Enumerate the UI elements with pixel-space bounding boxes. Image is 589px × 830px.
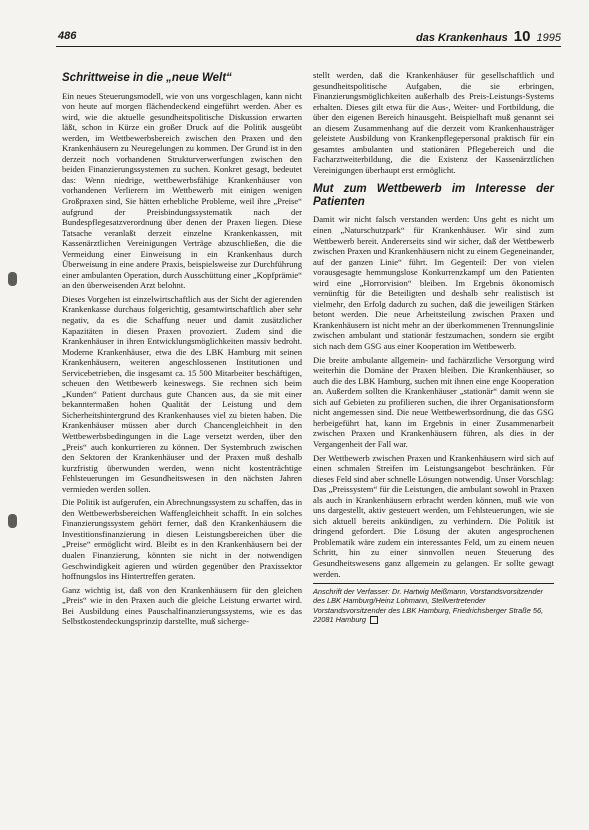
magazine-name: das Krankenhaus — [416, 32, 508, 44]
body-paragraph: Ganz wichtig ist, daß von den Krankenhäusern für den gleichen „Preis“ wie in den Praxen auch die gleiche Leistung erwartet wird. Bei Ausbildung eines Pauschalfinanzierungssystems, wie es das Selbstkostendeckungsprinzip darstellte, muß sicherge- — [62, 584, 302, 627]
end-of-article-mark — [370, 616, 378, 624]
running-header — [416, 28, 561, 45]
header-rule — [56, 46, 561, 47]
right-column — [313, 70, 554, 625]
body-paragraph: Damit wir nicht falsch verstanden werden: Uns geht es nicht um einen „Naturschutzpark“ für Krankenhäuser. Wir sind zum Wettbewerb bereit. Andererseits sind wir sicher, daß der Wettbewerb zwischen Praxen und Krankenhäusern nicht zu einem Gegeneinander, auf der ganzen Linie“ führt. Im Gegenteil: Der von vielen vorausgesagte hemmungslose Konkurrenzkampf um den Patienten wird eine „Horrorvision“ bleiben. Im Ergebnis ökonomisch vernünftig für die Beteiligten und deshalb sehr realistisch ist vielmehr, den Erfolg dadurch zu suchen, daß die jeweiligen Stärken betont werden. Die neue Arbeitsteilung zwischen Praxen und Krankenhäusern ist nicht mehr an der überkommenen Trennungslinie zwischen ambulant und stationär festzumachen, sondern sie ergibt sich nach dem GSG aus einer Kooperation im Wettbewerb. — [313, 214, 554, 352]
page-number: 486 — [58, 30, 77, 42]
issue-number: 10 — [513, 28, 531, 45]
body-paragraph: Die breite ambulante allgemein- und fachärztliche Versorgung wird weiterhin die Domäne der Praxen bleiben. Die Krankenhäuser, so auch die des LBK Hamburg, suchen mit ihnen eine enge Kooperation an. Außerdem sollten die Krankenhäuser „stationär“ damit wenn sie sich auf Gebieten zu profilieren suchen, die ihrer Organisationsform nicht angemessen sind. Die neue Wettbewerbsordnung, die das GSG herbeigeführt hat, kann im Ergebnis in einer Zusammenarbeit zwischen Praxen und Krankenhäusern führen, als dies in der Vergangenheit der Fall war. — [313, 354, 554, 449]
section-heading: Mut zum Wettbewerb im Interesse der Patienten — [313, 183, 554, 208]
body-paragraph: Ein neues Steuerungsmodell, wie von uns vorgeschlagen, kann nicht von heute auf morgen flächendeckend eingeführt werden. Aber es wird, wie die aktuelle gesundheitspolitische Diskussion erwarten läßt, schon in Kürze ein großer Druck auf die Politik ausgeübt werden, im Wettbewerbsbereich zwischen den Praxen und den Krankenhäusern zu Neuregelungen zu kommen. Der Grund ist in den derzeit noch vorhandenen Strukturverwerfungen zwischen den beiden Finanzierungssystemen zu suchen. Konkret gesagt, bedeutet das: Wenn niedrige, wettbewerbsfähige Krankenhäuser von vorhandenen Verlierern im Wettbewerb mit einigen wenigen Großpraxen sind, Sie hätten erhebliche Probleme, weil ihre „Preise“ aufgrund der Preisbindungssystematik nach der Bundespflegesatzverordnung über denen der Praxen liegen. Diese Tatsache veranlaßt derzeit einzelne Krankenkassen, mit Kassenärztlichen Vereinigungen Verträge abzuschließen, die die Vermeidung einer Einweisung in ein Krankenhaus durch Überweisung in eine andere Praxis, beispielsweise zur Durchführung einer ambulanten Operation, durch Ausschüttung einer „Kopfprämie“ an den überweisenden Arzt belohnt. — [62, 90, 302, 291]
body-paragraph: Die Politik ist aufgerufen, ein Abrechnungssystem zu schaffen, das in den Wettbewerbsbereichen Waffengleichheit schafft. In ein solches Finanzierungssystem gehört ferner, daß den Krankenhäusern die Investitionsfinanzierung in diesen Leistungsbereichen über die „Preise“ ermöglicht wird. Bleibt es in den Krankenhäusern bei der dualen Finanzierung, könnten sie nicht in der notwendigen Geschwindigkeit agieren und würden gegenüber den Praxissektor hoffnungslos ins Hintertreffen geraten. — [62, 497, 302, 582]
author-footnote — [313, 583, 554, 625]
body-paragraph: Dieses Vorgehen ist einzelwirtschaftlich aus der Sicht der agierenden Krankenkasse durchaus folgerichtig, gesamtwirtschaftlich aber sehr negativ, da es die Schaffung neuer und damit zusätzlicher Kapazitäten in diesen Praxen provoziert. Zudem sind die Krankenhäuser in ihren Entwicklungsmöglichkeiten massiv bedroht. Moderne Krankenhäuser, etwa die des LBK Hamburg mit seinen Krankenhäusern, weiteren angeschlossenen Institutionen und Servicebetrieben, die insgesamt ca. 15 500 Mitarbeiter beschäftigen, scheuen den Wettbewerb keineswegs. Sie rechnen sich beim „Kunden“ Patient durchaus gute Chancen aus, da sie mit einer bekanntermaßen hohen Qualität der Leistung und dem Sicherheitshintergrund des Krankenhauses viel zu bieten haben. Die Krankenhäuser müssen aber durch Chancengleichheit in den Wettbewerbsbedingungen in die Lage versetzt werden, über den „Preis“ auch konkurrieren zu können. Der Systembruch zwischen den Sektoren der Krankenhäuser und der Praxen muß deshalb kurzfristig überwunden werden, wenn nicht kostenträchtige Fehlsteuerungen im Gesundheitswesen in den nächsten Jahren vermieden werden sollen. — [62, 293, 302, 494]
author-address: Anschrift der Verfasser: Dr. Hartwig Meißmann, Vorstandsvorsitzender des LBK Hamburg/Heinz Lohmann, Stellvertretender Vorstandsvorsitzender des LBK Hamburg, Friedrichsberger Straße 56, 22081 Hamburg — [313, 587, 544, 625]
body-paragraph: Der Wettbewerb zwischen Praxen und Krankenhäusern wird sich auf einen schmalen Streifen im Leistungsangebot beschränken. Für dieses Feld sind aber schnelle Lösungen notwendig. Unser Vorschlag: Das „Preissystem“ für die Leistungen, die ambulant sowohl in Praxen als auch in Krankenhäusern erbracht werden können, muß wie von uns dargestellt, aktiv gesteuert werden, um Fehlsteuerungen, wie sie sich aktuell bereits ankündigen, zu verhindern. Die Politik ist dringend gefordert. Die Lösung der akuten angesprochenen Problematik wäre zudem ein interessantes Feld, um zu einem neuen Schritt, hin zu einer sinnvollen neuen Steuerung des Gesundheitswesens ganz allgemein zu gelangen. Er sollte gewagt werden. — [313, 452, 554, 579]
body-paragraph: stellt werden, daß die Krankenhäuser für gesellschaftlich und gesundheitspolitische Aufgaben, die sie erbringen, Finanzierungsmöglichkeiten außerhalb des Preis-Leistungs-Systems erhalten. Dieses gilt etwa für die Aus-, Weiter- und Fortbildung, die über den eigenen Bereich hinausgeht. Beispielhaft muß genannt sei an diesem Zusammenhang auf die derzeit vom Krankenhausträger geleistete Ausbildung von Krankenpflegepersonal praktisch für ein gesamtes ambulanten und stationären Pflegebereich und die Facharztweiterbildung, die die Existenz der Kassenärztlichen Vereinigungen überhaupt erst ermöglicht. — [313, 70, 554, 175]
punch-hole-mark — [8, 514, 17, 528]
section-heading: Schrittweise in die „neue Welt“ — [62, 72, 232, 84]
left-column — [62, 72, 302, 630]
issue-year: 1995 — [536, 32, 561, 44]
punch-hole-mark — [8, 272, 17, 286]
